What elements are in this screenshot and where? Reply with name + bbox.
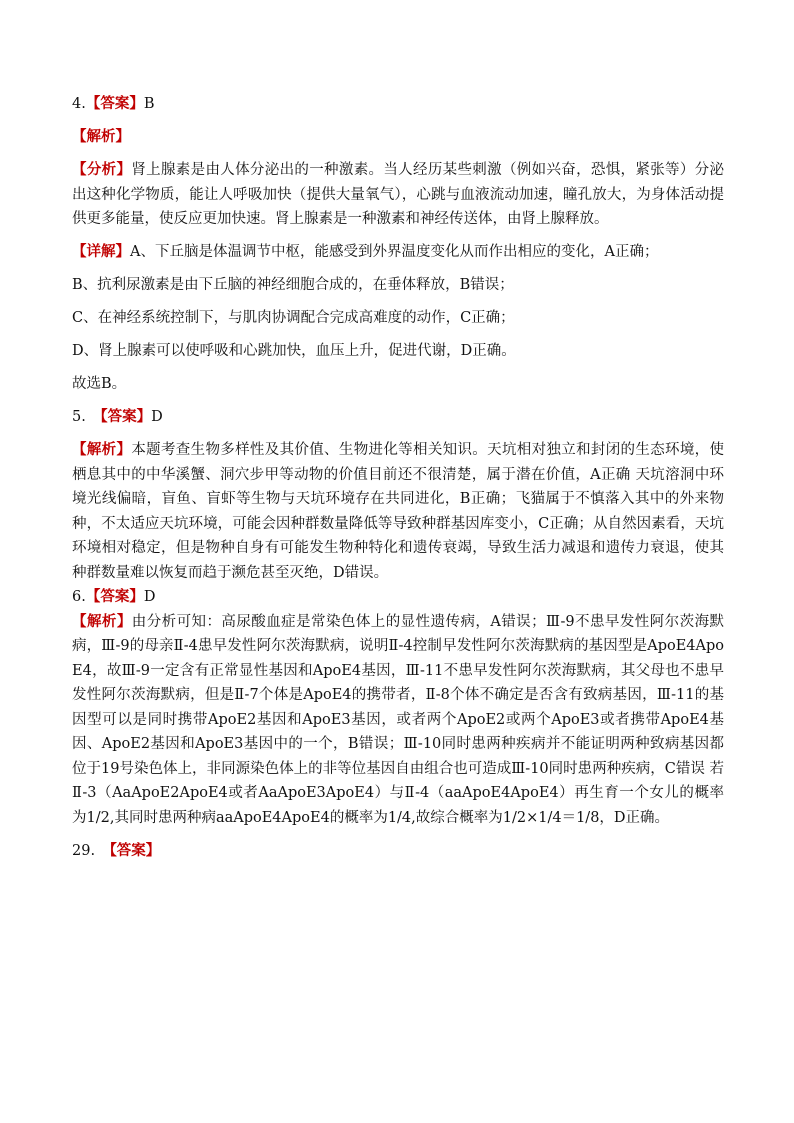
answer-text: D	[151, 409, 163, 425]
option-text: C、在神经系统控制下，与肌肉协调配合完成高难度的动作，C正确；	[72, 310, 515, 326]
fenxi-tag: 【分析】	[72, 161, 132, 178]
q4-analysis-heading	[72, 125, 724, 150]
q4-option-b	[72, 273, 724, 298]
answer-tag: 【答案】	[85, 588, 144, 605]
xiangjie-tag: 【详解】	[72, 243, 130, 260]
analysis-text: 由分析可知：高尿酸血症是常染色体上的显性遗传病，A错误；Ⅲ-9不患早发性阿尔茨海默病，Ⅲ-9的母亲Ⅱ-4患早发性阿尔茨海默病，说明Ⅱ-4控制早发性阿尔茨海默病的基因型是ApoE4ApoE4，故Ⅲ-9一定含有正常显性基因和ApoE4基因，Ⅲ-11不患早发性阿尔茨海默病，其父母也不患早发性阿尔茨海默病，但是Ⅱ-7个体是ApoE4的携带者，Ⅱ-8个体不确定是否含有致病基因，Ⅲ-11的基因型可以是同时携带ApoE2基因和ApoE3基因，或者两个ApoE2或两个ApoE3或者携带ApoE4基因、ApoE2基因和ApoE3基因中的一个，B错误；Ⅲ-10同时患两种疾病并不能证明两种致病基因都位于19号染色体上，非同源染色体上的非等位基因自由组合也可造成Ⅲ-10同时患两种疾病，C错误 若Ⅱ-3（AaApoE2ApoE4或者AaApoE3ApoE4）与Ⅱ-4（aaApoE4ApoE4）再生育一个女儿的概率为1/2,其同时患两种病aaApoE4ApoE4的概率为1/4,故综合概率为1/2×1/4＝1/8，D正确。	[72, 613, 725, 826]
q5-answer	[72, 405, 724, 430]
answer-tag: 【答案】	[109, 841, 161, 859]
q4-xiangjie	[72, 240, 724, 265]
xiangjie-text: A、下丘脑是体温调节中枢，能感受到外界温度变化从而作出相应的变化，A正确；	[130, 244, 659, 260]
q5-analysis	[72, 438, 724, 585]
fenxi-text: 肾上腺素是由人体分泌出的一种激素。当人经历某些刺激（例如兴奋，恐惧，紧张等）分泌出这种化学物质，能让人呼吸加快（提供大量氧气），心跳与血液流动加速，瞳孔放大，为身体活动提供更多能量，使反应更加快速。肾上腺素是一种激素和神经传送体，由肾上腺释放。	[72, 162, 725, 227]
answer-tag: 【答案】	[85, 95, 144, 112]
option-text: D、肾上腺素可以使呼吸和心跳加快，血压上升，促进代谢，D正确。	[72, 343, 516, 359]
q4-conclusion	[72, 372, 724, 397]
analysis-tag: 【解析】	[72, 128, 130, 145]
q4-option-c	[72, 306, 724, 331]
analysis-text: 本题考查生物多样性及其价值、生物进化等相关知识。天坑相对独立和封闭的生态环境，使栖息其中的中华溪蟹、洞穴步甲等动物的价值目前还不很清楚，属于潜在价值，A正确 天坑溶洞中环境光线偏暗，盲鱼、盲虾等生物与天坑环境存在共同进化，B正确；飞猫属于不慎落入其中的外来物种，不太适应天坑环境，可能会因种群数量降低等导致种群基因库变小，C正确；从自然因素看，天坑环境相对稳定，但是物种自身有可能发生物种特化和遗传衰竭，导致生活力减退和遗传力衰退，使其种群数量难以恢复而趋于濒危甚至灭绝，D错误。	[72, 442, 725, 581]
question-number: 29.	[72, 842, 110, 859]
q4-answer	[72, 92, 724, 117]
answer-document	[72, 92, 724, 872]
question-number: 5.	[72, 409, 101, 425]
q4-fenxi	[72, 158, 724, 232]
q6-answer	[72, 585, 724, 610]
q6-analysis	[72, 610, 724, 831]
answer-tag: 【答案】	[100, 408, 152, 425]
answer-text: D	[143, 589, 156, 605]
q4-option-d	[72, 339, 724, 364]
analysis-tag: 【解析】	[72, 612, 132, 630]
question-number: 6.	[72, 589, 86, 605]
conclusion-text: 故选B。	[72, 376, 127, 392]
answer-text: B	[143, 96, 155, 112]
question-number: 4.	[72, 96, 86, 112]
analysis-tag: 【解析】	[72, 441, 132, 458]
q29-answer	[72, 839, 724, 864]
option-text: B、抗利尿激素是由下丘脑的神经细胞合成的，在垂体释放，B错误；	[72, 277, 514, 293]
